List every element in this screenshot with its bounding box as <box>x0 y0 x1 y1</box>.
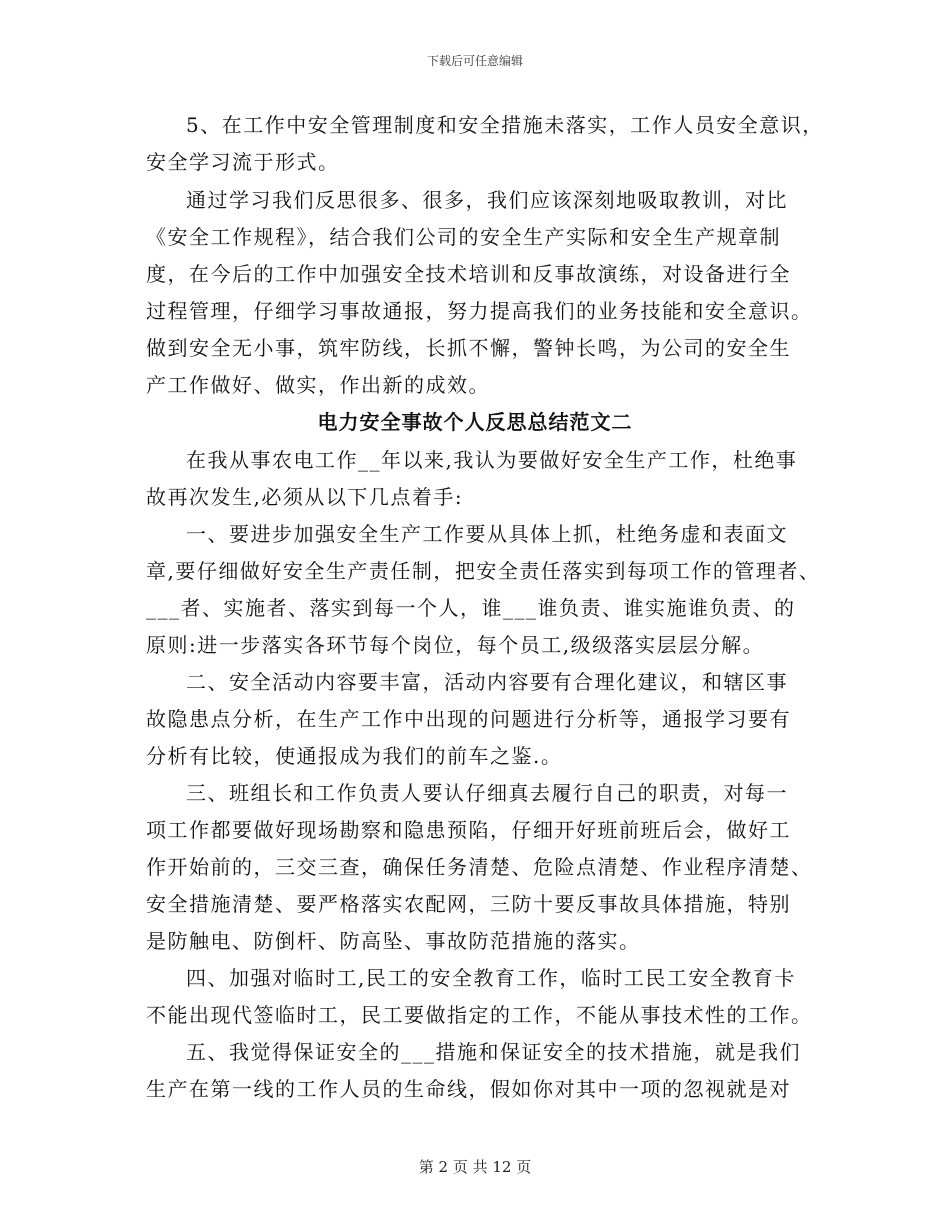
body-line: 分析有比较，使通报成为我们的前车之鉴.。 <box>146 744 563 768</box>
body-line: 五、我觉得保证安全的___措施和保证安全的技术措施，就是我们 <box>186 1040 801 1064</box>
body-line: ___者、实施者、落实到每一个人，谁___谁负责、谁实施谁负责、的 <box>146 596 796 620</box>
body-line: 项工作都要做好现场勘察和隐患预陷，仔细开好班前班后会，做好工 <box>146 818 791 842</box>
body-line: 故隐患点分析，在生产工作中出现的问题进行分析等，通报学习要有 <box>146 707 791 731</box>
body-line: 是防触电、防倒杆、防高坠、事故防范措施的落实。 <box>146 929 641 953</box>
body-line: 原则:进一步落实各环节每个岗位，每个员工,级级落实层层分解。 <box>146 633 765 657</box>
body-line: 生产在第一线的工作人员的生命线，假如你对其中一项的忽视就是对 <box>146 1077 791 1101</box>
body-line: 故再次发生,必须从以下几点着手: <box>146 485 464 509</box>
body-line: 一、要进步加强安全生产工作要从具体上抓，杜绝务虚和表面文 <box>186 522 788 546</box>
body-line: 过程管理，仔细学习事故通报，努力提高我们的业务技能和安全意识。 <box>146 299 813 323</box>
body-line: 做到安全无小事，筑牢防线，长抓不懈，警钟长鸣，为公司的安全生 <box>146 336 791 360</box>
body-line: 安全措施清楚、要严格落实农配网，三防十要反事故具体措施，特别 <box>146 892 791 916</box>
body-line: 三、班组长和工作负责人要认仔细真去履行自己的职责，对每一 <box>186 781 788 805</box>
body-line: 安全学习流于形式。 <box>146 150 340 174</box>
page-header: 下载后可任意编辑 <box>426 54 523 68</box>
page-number: 第 2 页 共 12 页 <box>418 1158 532 1176</box>
body-line: 作开始前的，三交三查，确保任务清楚、危险点清楚、作业程序清楚、 <box>146 855 813 879</box>
body-line: 通过学习我们反思很多、很多，我们应该深刻地吸取教训，对比 <box>186 188 788 212</box>
body-line: 度，在今后的工作中加强安全技术培训和反事故演练，对设备进行全 <box>146 262 791 286</box>
body-line: 四、加强对临时工,民工的安全教育工作，临时工民工安全教育卡 <box>186 966 796 990</box>
body-line: 产工作做好、做实，作出新的成效。 <box>146 373 490 397</box>
body-line: 5、在工作中安全管理制度和安全措施未落实，工作人员安全意识， <box>186 113 824 137</box>
body-line: 不能出现代签临时工，民工要做指定的工作，不能从事技术性的工作。 <box>146 1003 813 1027</box>
body-line: 章,要仔细做好安全生产责任制，把安全责任落实到每项工作的管理者、 <box>146 559 821 583</box>
section-heading: 电力安全事故个人反思总结范文二 <box>317 410 633 434</box>
body-line: 二、安全活动内容要丰富，活动内容要有合理化建议，和辖区事 <box>186 670 788 694</box>
body-line: 在我从事农电工作__年以来,我认为要做好安全生产工作，杜绝事 <box>186 448 798 472</box>
body-line: 《安全工作规程》，结合我们公司的安全生产实际和安全生产规章制 <box>146 225 781 249</box>
